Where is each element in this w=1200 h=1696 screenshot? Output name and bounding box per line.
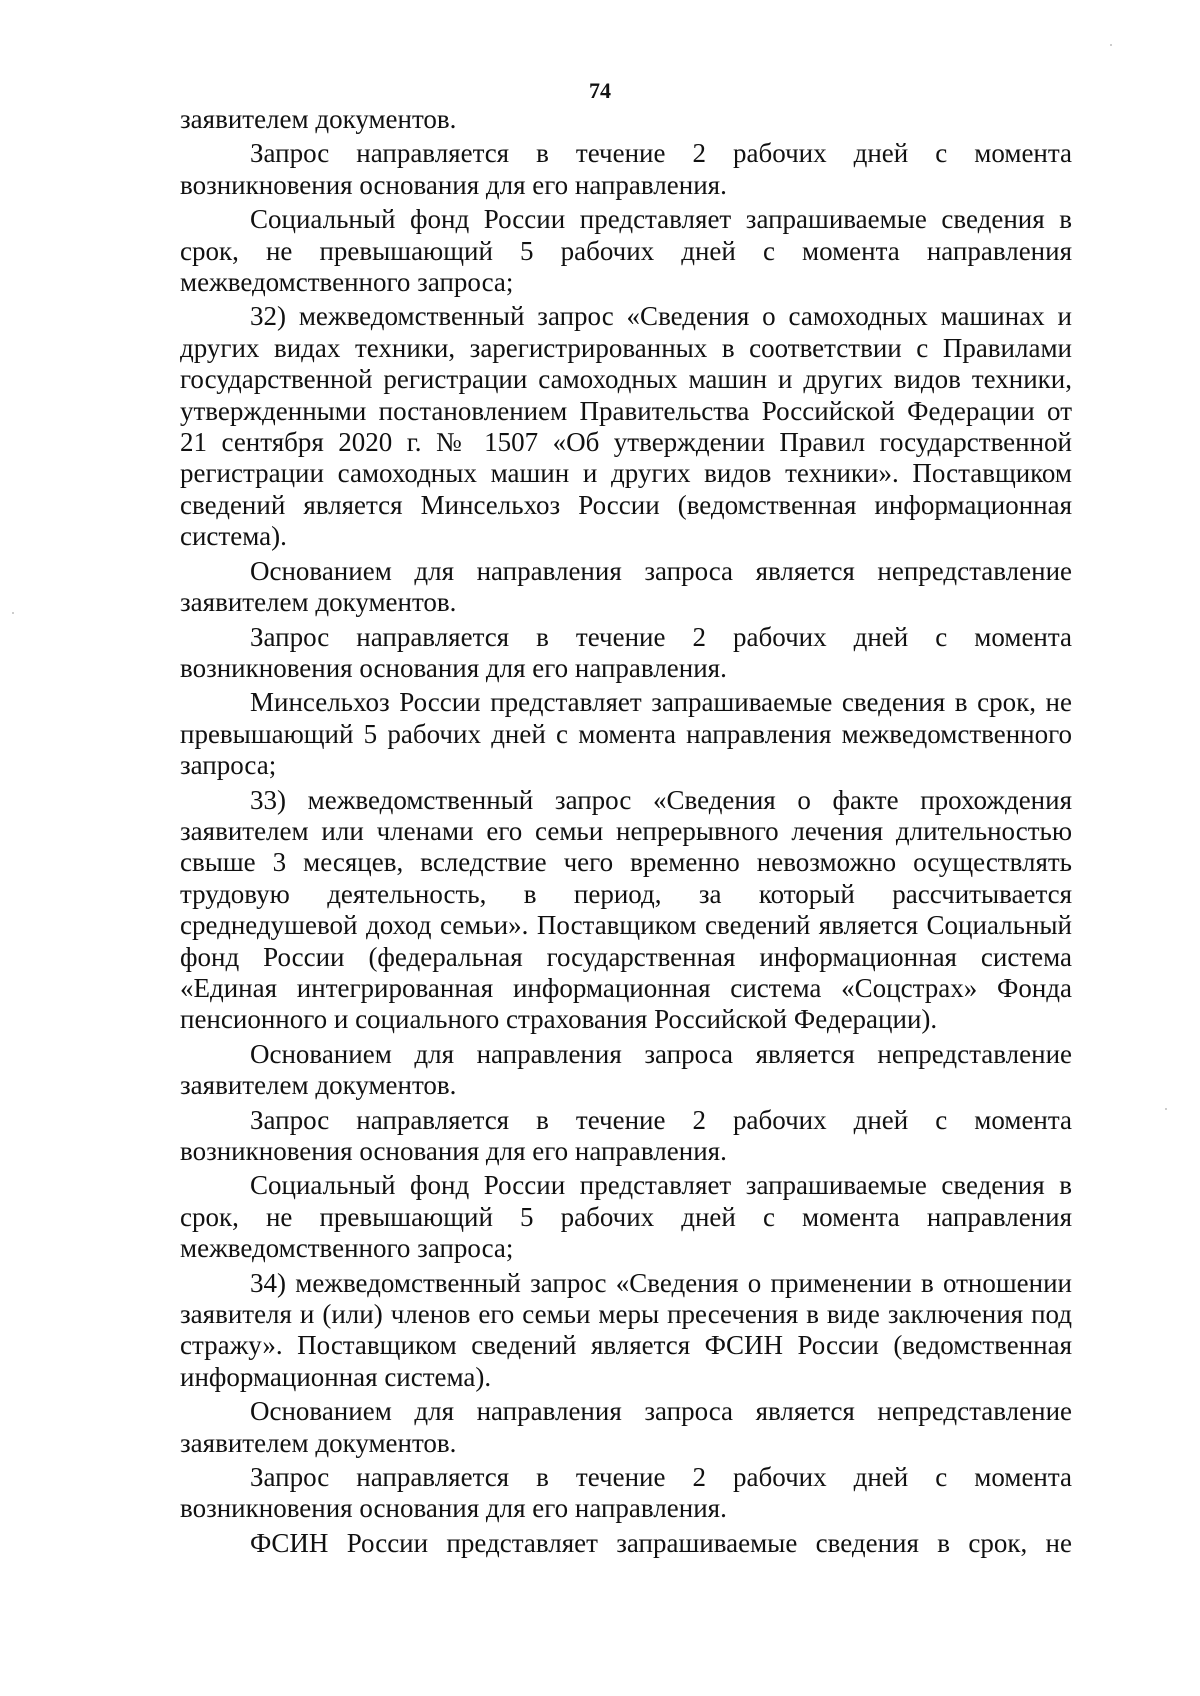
paragraph: 34) межведомственный запрос «Сведения о применении в отношении заявителя и (или) членов его семьи меры пресечения в виде заключения под стражу». Поставщиком сведений является ФСИН России (ведомственная информационная система). [180,1267,1072,1392]
paragraph: Запрос направляется в течение 2 рабочих дней с момента возникновения основания для его направления. [180,621,1072,683]
paragraph: Минсельхоз России представляет запрашиваемые сведения в срок, не превышающий 5 рабочих дней с момента направления межведомственного запроса; [180,687,1072,781]
paragraph: Запрос направляется в течение 2 рабочих дней с момента возникновения основания для его направления. [180,1462,1072,1524]
paragraph: 32) межведомственный запрос «Сведения о самоходных машинах и других видах техники, зарегистрированных в соответствии с Правилами государственной регистрации самоходных машин и других видов техники, утвержденными постановлением Правительства Российской Федерации от 21 сентября 2020 г. № 1507 «Об утверждении Правил государственной регистрации самоходных машин и других видов техники». Поставщиком сведений является Минсельхоз России (ведомственная информационная система). [180,301,1072,552]
paragraph: Основанием для направления запроса является непредставление заявителем документов. [180,1038,1072,1101]
scan-speck [1110,44,1112,46]
paragraph: 33) межведомственный запрос «Сведения о факте прохождения заявителем или членами его семьи непрерывного лечения длительностью свыше 3 месяцев, вследствие чего временно невозможно осуществлять трудовую деятельность, в период, за который рассчитывается среднедушевой доход семьи». Поставщиком сведений является Социальный фонд России (федеральная государственная информационная система «Единая интегрированная информационная система «Соцстрах» Фонда пенсионного и социального страхования Российской Федерации). [180,784,1072,1035]
paragraph: Запрос направляется в течение 2 рабочих дней с момента возникновения основания для его направления. [180,138,1072,200]
paragraph: заявителем документов. [180,104,457,134]
scan-speck [12,612,14,614]
paragraph: Основанием для направления запроса является непредставление заявителем документов. [180,555,1072,618]
paragraph: Социальный фонд России представляет запрашиваемые сведения в срок, не превышающий 5 рабочих дней с момента направления межведомственного запроса; [180,1170,1072,1264]
page-number: 74 [589,78,611,103]
paragraph: Основанием для направления запроса является непредставление заявителем документов. [180,1396,1072,1458]
scan-speck [1165,1108,1167,1110]
document-body [180,104,1072,1559]
paragraph: Социальный фонд России представляет запрашиваемые сведения в срок, не превышающий 5 рабочих дней с момента направления межведомственного запроса; [180,204,1072,298]
paragraph: Запрос направляется в течение 2 рабочих дней с момента возникновения основания для его направления. [180,1104,1072,1166]
paragraph: ФСИН России представляет запрашиваемые сведения в срок, не [250,1527,1072,1558]
